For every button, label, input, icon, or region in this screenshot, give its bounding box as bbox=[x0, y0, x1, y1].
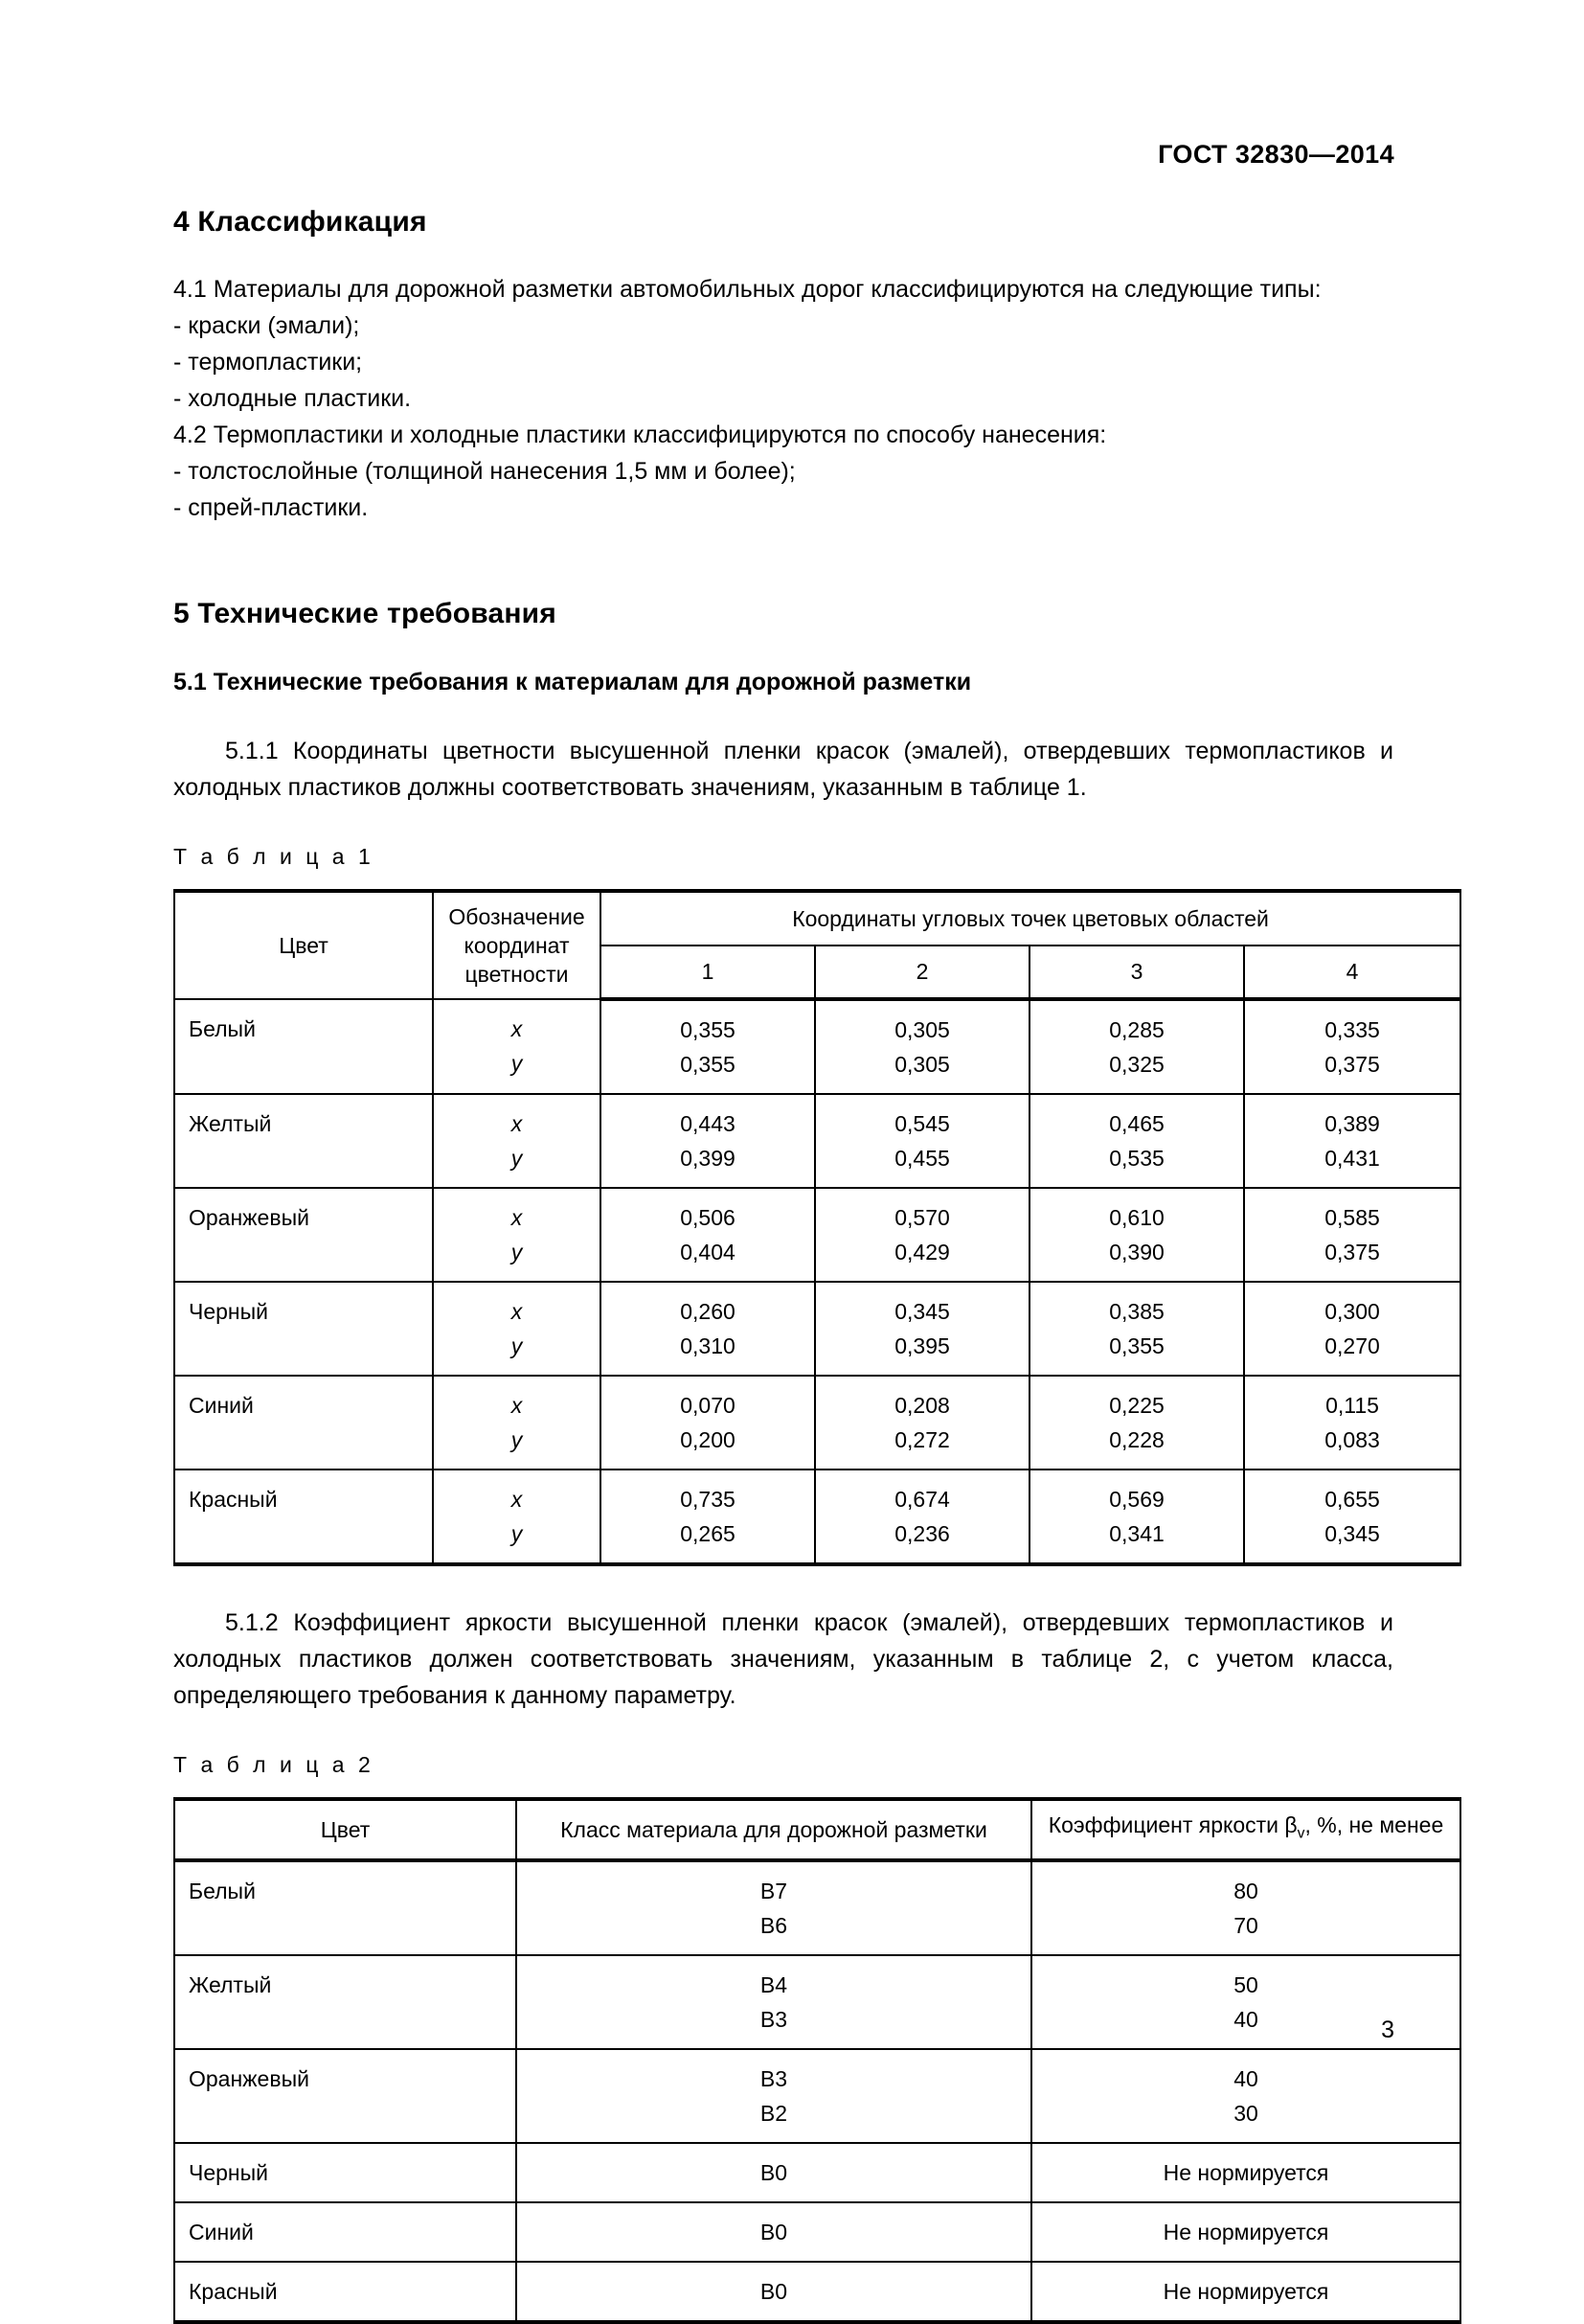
table1-cell-point-3: 0,465 0,535 bbox=[1030, 1094, 1244, 1188]
paragraph-4-2: 4.2 Термопластики и холодные пластики классифицируются по способу нанесения: bbox=[173, 422, 1107, 448]
paragraph-4-1: 4.1 Материалы для дорожной разметки автомобильных дорог классифицируются на следующие типы: bbox=[173, 276, 1322, 303]
page-content bbox=[173, 206, 1444, 2324]
table1-cell-point-4: 0,300 0,270 bbox=[1244, 1282, 1460, 1376]
table-row bbox=[174, 2262, 1460, 2322]
table2-col-header-class: Класс материала для дорожной разметки bbox=[516, 1799, 1031, 1860]
table1-cell-point-2: 0,208 0,272 bbox=[815, 1376, 1030, 1470]
table-row bbox=[174, 2049, 1460, 2143]
table2-cell-value: Не нормируется bbox=[1031, 2262, 1460, 2322]
table1-col-header-point-1: 1 bbox=[600, 946, 815, 1000]
table1-cell-point-3: 0,385 0,355 bbox=[1030, 1282, 1244, 1376]
table1-cell-symbols: x y bbox=[433, 1094, 600, 1188]
table2-header-row bbox=[174, 1799, 1460, 1860]
table-brightness-coefficient bbox=[173, 1797, 1461, 2324]
table1-cell-point-1: 0,355 0,355 bbox=[600, 999, 815, 1094]
table2-cell-value: 80 70 bbox=[1031, 1860, 1460, 1955]
list-item-krasky: - краски (эмали); bbox=[173, 312, 360, 339]
table2-cell-color: Желтый bbox=[174, 1955, 516, 2049]
table-row bbox=[174, 1470, 1460, 1564]
table1-cell-point-4: 0,115 0,083 bbox=[1244, 1376, 1460, 1470]
table-row bbox=[174, 1860, 1460, 1955]
table-row bbox=[174, 999, 1460, 1094]
table1-col-header-point-3: 3 bbox=[1030, 946, 1244, 1000]
list-item-sprey-plastiki: - спрей-пластики. bbox=[173, 494, 369, 521]
table2-cell-class: В0 bbox=[516, 2143, 1031, 2202]
table2-cell-class: В7 В6 bbox=[516, 1860, 1031, 1955]
table1-cell-color: Красный bbox=[174, 1470, 433, 1564]
table1-cell-point-3: 0,569 0,341 bbox=[1030, 1470, 1244, 1564]
table1-cell-symbols: x y bbox=[433, 1376, 600, 1470]
table1-cell-point-4: 0,585 0,375 bbox=[1244, 1188, 1460, 1282]
page-header-standard-number: ГОСТ 32830—2014 bbox=[1158, 140, 1394, 169]
table1-cell-point-1: 0,070 0,200 bbox=[600, 1376, 815, 1470]
table1-cell-color: Оранжевый bbox=[174, 1188, 433, 1282]
table1-cell-symbols bbox=[433, 999, 600, 1094]
table2-cell-color: Белый bbox=[174, 1860, 516, 1955]
table2-caption: Т а б л и ц а 2 bbox=[173, 1752, 374, 1777]
table1-cell-color: Желтый bbox=[174, 1094, 433, 1188]
table-row bbox=[174, 2202, 1460, 2262]
beta-subscript: v bbox=[1297, 1825, 1305, 1842]
table-row bbox=[174, 1282, 1460, 1376]
table-chromaticity-coordinates bbox=[173, 889, 1461, 1566]
list-item-termoplastiki: - термопластики; bbox=[173, 349, 363, 376]
table1-cell-point-4: 0,335 0,375 bbox=[1244, 999, 1460, 1094]
table-row bbox=[174, 1376, 1460, 1470]
table1-cell-color: Белый bbox=[174, 999, 433, 1094]
table1-cell-point-1: 0,443 0,399 bbox=[600, 1094, 815, 1188]
table1-cell-point-1: 0,506 0,404 bbox=[600, 1188, 815, 1282]
table2-cell-class: В0 bbox=[516, 2202, 1031, 2262]
table1-cell-symbols: x y bbox=[433, 1282, 600, 1376]
table1-col-header-point-2: 2 bbox=[815, 946, 1030, 1000]
paragraph-5-1-2: 5.1.2 Коэффициент яркости высушенной пленки красок (эмалей), отвердевших термопластиков и холодных пластиков должен соответствовать значениям, указанным в таблице 2, с учетом класса, определяющего требования к данному параметру. bbox=[173, 1609, 1393, 1709]
table1-symbol-y: y bbox=[510, 1051, 523, 1076]
beta-symbol: β bbox=[1284, 1812, 1298, 1837]
table2-col-header-color: Цвет bbox=[174, 1799, 516, 1860]
table1-cell-point-2: 0,305 0,305 bbox=[815, 999, 1030, 1094]
table1-cell-color: Синий bbox=[174, 1376, 433, 1470]
table-row bbox=[174, 1955, 1460, 2049]
table1-col-header-notation-line1: Обозначение bbox=[448, 904, 585, 929]
table1-cell-point-1: 0,260 0,310 bbox=[600, 1282, 815, 1376]
table-row bbox=[174, 1188, 1460, 1282]
table-row bbox=[174, 2143, 1460, 2202]
table1-cell-point-1: 0,735 0,265 bbox=[600, 1470, 815, 1564]
table1-cell-point-3: 0,285 0,325 bbox=[1030, 999, 1244, 1094]
table2-cell-color: Синий bbox=[174, 2202, 516, 2262]
table1-col-header-notation-line2: координат цветности bbox=[464, 933, 570, 987]
table2-cell-value: Не нормируется bbox=[1031, 2202, 1460, 2262]
classification-body bbox=[173, 271, 1393, 526]
table2-cell-color: Оранжевый bbox=[174, 2049, 516, 2143]
table1-caption: Т а б л и ц а 1 bbox=[173, 844, 374, 869]
paragraph-5-1-1: 5.1.1 Координаты цветности высушенной пленки красок (эмалей), отвердевших термопластиков и холодных пластиков должны соответствовать значениям, указанным в таблице 1. bbox=[173, 738, 1393, 801]
table1-cell-point-3: 0,610 0,390 bbox=[1030, 1188, 1244, 1282]
table1-cell-point-4: 0,655 0,345 bbox=[1244, 1470, 1460, 1564]
table2-brightness-prefix: Коэффициент яркости bbox=[1048, 1812, 1285, 1837]
table1-cell-symbols: x y bbox=[433, 1188, 600, 1282]
table1-cell-point-2: 0,545 0,455 bbox=[815, 1094, 1030, 1188]
list-item-tolstosloynye: - толстослойные (толщиной нанесения 1,5 мм и более); bbox=[173, 458, 796, 485]
table2-cell-color: Черный bbox=[174, 2143, 516, 2202]
table2-cell-value: 40 30 bbox=[1031, 2049, 1460, 2143]
list-item-holodnye-plastiki: - холодные пластики. bbox=[173, 385, 412, 412]
table2-cell-value: Не нормируется bbox=[1031, 2143, 1460, 2202]
subsection-heading-5-1: 5.1 Технические требования к материалам для дорожной разметки bbox=[173, 669, 972, 695]
table2-brightness-suffix: , %, не менее bbox=[1304, 1812, 1444, 1837]
table2-cell-class: В0 bbox=[516, 2262, 1031, 2322]
table1-cell-point-4: 0,389 0,431 bbox=[1244, 1094, 1460, 1188]
section-heading-classification: 4 Классификация bbox=[173, 206, 427, 238]
table1-cell-point-2: 0,570 0,429 bbox=[815, 1188, 1030, 1282]
table2-cell-color: Красный bbox=[174, 2262, 516, 2322]
table1-cell-symbols: x y bbox=[433, 1470, 600, 1564]
section-heading-requirements: 5 Технические требования bbox=[173, 598, 557, 629]
table2-col-header-brightness bbox=[1031, 1799, 1460, 1860]
table1-col-header-point-4: 4 bbox=[1244, 946, 1460, 1000]
table1-cell-point-2: 0,345 0,395 bbox=[815, 1282, 1030, 1376]
table1-header-row-1 bbox=[174, 891, 1460, 946]
table2-cell-class: В4 В3 bbox=[516, 1955, 1031, 2049]
page-number: 3 bbox=[1381, 2016, 1394, 2043]
table1-cell-point-2: 0,674 0,236 bbox=[815, 1470, 1030, 1564]
table1-cell-point-3: 0,225 0,228 bbox=[1030, 1376, 1244, 1470]
table1-symbol-x: x bbox=[510, 1016, 523, 1041]
table1-cell-color: Черный bbox=[174, 1282, 433, 1376]
table1-col-header-notation bbox=[433, 891, 600, 999]
table1-col-header-group: Координаты угловых точек цветовых областей bbox=[600, 891, 1460, 946]
table2-cell-class: В3 В2 bbox=[516, 2049, 1031, 2143]
table-row bbox=[174, 1094, 1460, 1188]
table2-cell-value: 50 40 bbox=[1031, 1955, 1460, 2049]
table1-col-header-color: Цвет bbox=[174, 891, 433, 999]
